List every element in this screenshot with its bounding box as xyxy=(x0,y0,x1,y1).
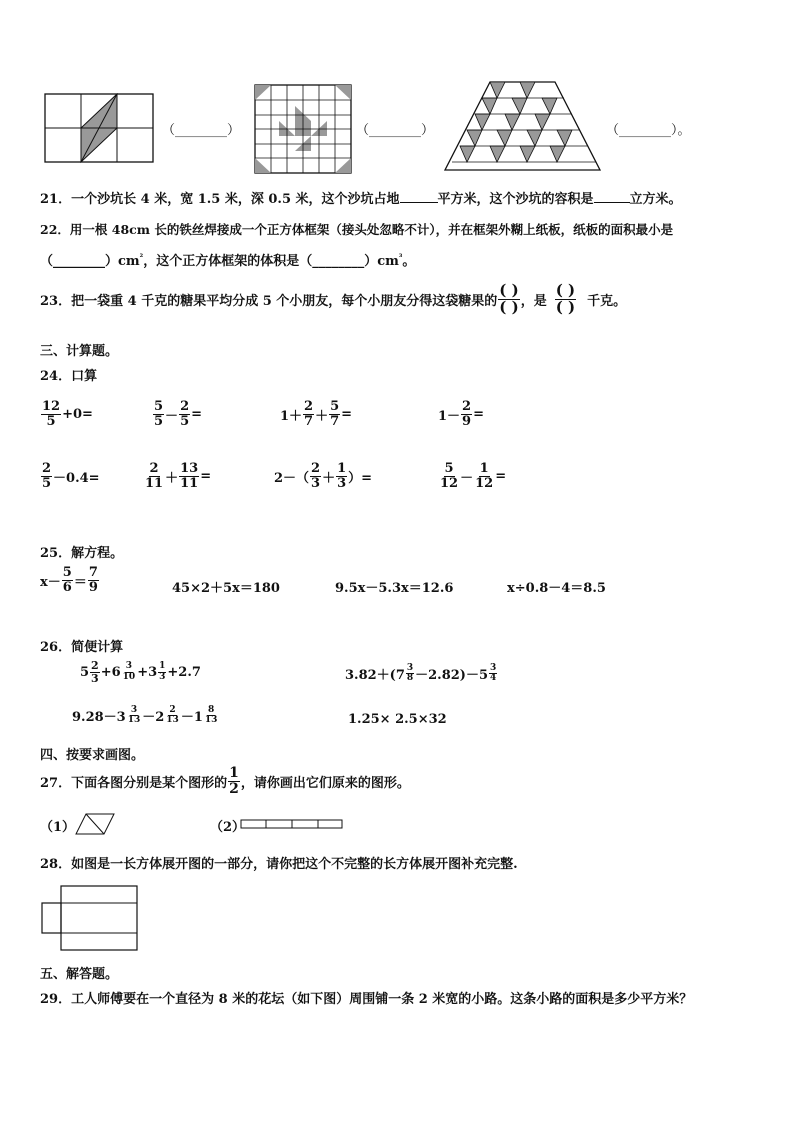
answer-blank-3[interactable]: （________）。 xyxy=(606,123,691,138)
q23-fraction-blank-1[interactable]: $\frac{( )}{( )}$ xyxy=(499,281,519,316)
q23-text-c: 千克。 xyxy=(587,293,627,309)
question-28: 28．如图是一长方体展开图的一部分，请你把这个不完整的长方体展开图补充完整. xyxy=(40,857,518,872)
q27-text-a: 27．下面各图分别是某个图形的 xyxy=(40,775,228,791)
grid-figure-2 xyxy=(253,83,353,175)
question-27 xyxy=(40,766,410,796)
answer-blank-1[interactable]: （________） xyxy=(162,123,241,138)
q26-expr-3: 9.28－3 $\frac{3}{13}$ －2 $\frac{2}{13}$ －1 $\frac{8}{13}$ xyxy=(72,705,218,726)
section-4-heading: 四、按要求画图。 xyxy=(40,748,145,763)
q23-num: 23． xyxy=(40,293,72,309)
q21-blank-1[interactable] xyxy=(400,202,438,203)
question-29: 29．工人师傅要在一个直径为 8 米的花坛（如下图）周围铺一条 2 米宽的小路。这条小路的面积是多少平方米？ xyxy=(40,992,693,1007)
q22-num: 22． xyxy=(40,222,70,237)
question-23 xyxy=(40,283,626,316)
q22-line2-c: 。 xyxy=(402,254,416,269)
question-22-line2[interactable] xyxy=(40,250,415,269)
section-5-heading: 五、解答题。 xyxy=(40,967,119,982)
q24-expr-1: $\frac{12}{5}$ +0= xyxy=(42,399,93,429)
strip-figure xyxy=(240,818,344,830)
q24-expr-7: 2－（ $\frac{2}{3}$ ＋ $\frac{1}{3}$ ）= xyxy=(274,461,373,491)
question-21 xyxy=(40,188,682,207)
q25-title: 25．解方程。 xyxy=(40,546,124,561)
q25-eq-4: x÷0.8－4＝8.5 xyxy=(507,581,606,596)
box-net-figure xyxy=(40,884,140,952)
question-22-line1 xyxy=(40,220,673,238)
q27-label-2: （2） xyxy=(210,820,246,835)
q24-expr-5: $\frac{2}{5}$ －0.4= xyxy=(42,461,100,491)
q22-sup2: ² xyxy=(139,251,144,262)
q24-expr-4: 1－ $\frac{2}{9}$ = xyxy=(438,399,484,429)
q26-expr-1: 5 $\frac{2}{3}$ +6 $\frac{3}{10}$ +3 $\frac{1}{3}$ +2.7 xyxy=(80,659,201,685)
q24-expr-6: $\frac{2}{11}$ ＋ $\frac{13}{11}$ = xyxy=(145,461,212,491)
section-3-heading: 三、计算题。 xyxy=(40,344,119,359)
q24-expr-8: $\frac{5}{12}$ － $\frac{1}{12}$ = xyxy=(440,461,507,491)
q24-expr-2: $\frac{5}{5}$ － $\frac{2}{5}$ = xyxy=(154,399,203,429)
q22-line2-a[interactable]: （________）cm xyxy=(40,254,140,269)
q24-title: 24．口算 xyxy=(40,369,98,384)
q27-label-1: （1） xyxy=(40,820,76,835)
q25-eq-3: 9.5x－5.3x＝12.6 xyxy=(335,581,454,596)
q21-blank-2[interactable] xyxy=(594,202,630,203)
triangle-figure xyxy=(440,80,605,175)
q22-line1: 用一根 48cm 长的铁丝焊接成一个正方体框架（接头处忽略不计），并在框架外糊上纸板，纸板的面积最小是 xyxy=(69,222,674,237)
q23-fraction-blank-2[interactable]: $\frac{( )}{( )}$ xyxy=(555,281,576,316)
q26-expr-2: 3.82＋(7 $\frac{3}{8}$ －2.82)－5 $\frac{3}{4}$ xyxy=(345,663,497,684)
q23-text-b: ，是 xyxy=(520,293,547,309)
q27-text-b: ，请你画出它们原来的图形。 xyxy=(240,775,410,791)
q23-text-a: 把一袋重 4 千克的糖果平均分成 5 个小朋友，每个小朋友分得这袋糖果的 xyxy=(71,293,498,309)
q27-fraction: $\frac{1}{2}$ xyxy=(229,765,239,797)
answer-blank-2[interactable]: （________） xyxy=(356,123,435,138)
q21-text-a: 一个沙坑长 4 米，宽 1.5 米，深 0.5 米，这个沙坑占地 xyxy=(71,192,400,207)
q21-num: 21． xyxy=(40,192,72,207)
q25-eq-1: x－ $\frac{5}{6}$ ＝ $\frac{7}{9}$ xyxy=(40,565,98,595)
parallelogram-figure xyxy=(74,812,118,836)
q21-text-c: 立方米。 xyxy=(629,192,682,207)
q21-text-b: 平方米，这个沙坑的容积是 xyxy=(437,192,594,207)
q24-expr-3: 1＋ $\frac{2}{7}$ ＋ $\frac{5}{7}$ = xyxy=(280,399,353,429)
q22-sup3: ³ xyxy=(398,251,403,262)
q22-line2-b[interactable]: ，这个正方体框架的体积是（________）cm xyxy=(143,254,399,269)
q26-title: 26．简便计算 xyxy=(40,640,124,655)
q25-eq-2: 45×2＋5x＝180 xyxy=(172,581,280,596)
grid-figure-1 xyxy=(44,93,156,165)
q26-expr-4: 1.25× 2.5×32 xyxy=(348,712,447,727)
